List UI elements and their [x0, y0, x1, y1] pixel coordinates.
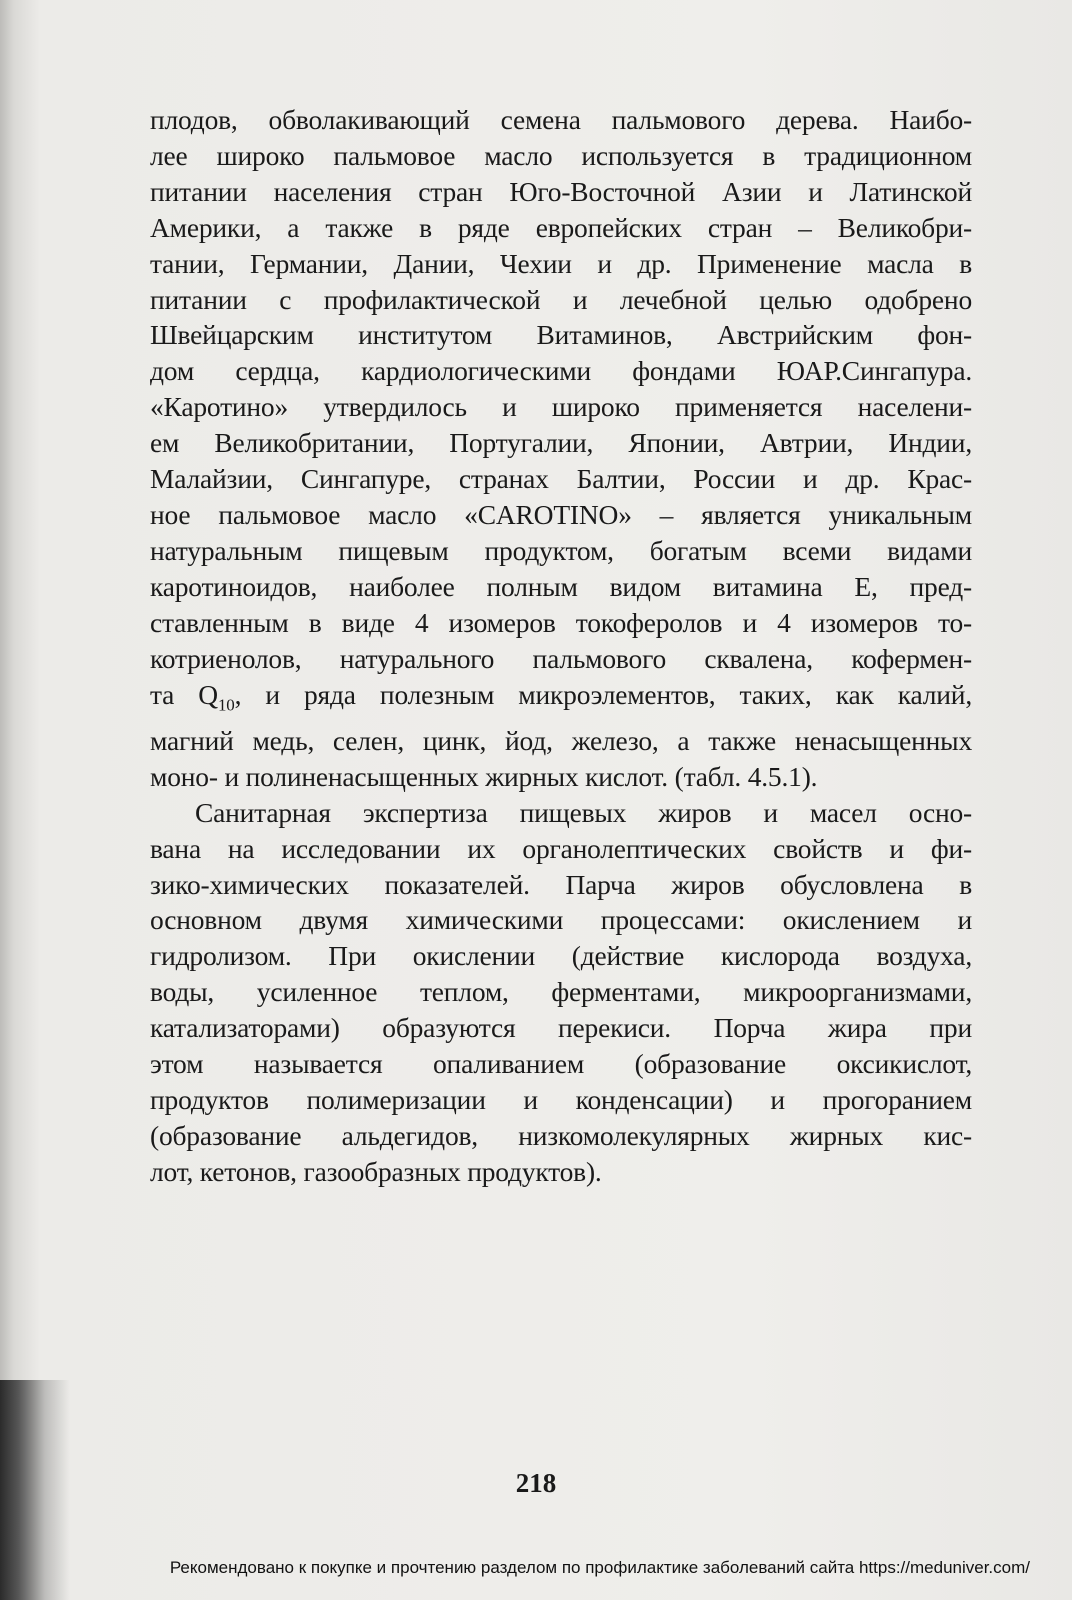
text-line: (образование альдегидов, низкомолекулярных жирных кис-: [150, 1119, 972, 1151]
text-line: лот, кетонов, газообразных продуктов).: [150, 1155, 602, 1187]
text-line: ное пальмовое масло «CAROTINO» – является уникальным: [150, 498, 972, 530]
paragraph-1: [150, 102, 972, 795]
text-line: дом сердца, кардиологическими фондами ЮАР.Сингапура.: [150, 355, 972, 387]
text-line: воды, усиленное теплом, ферментами, микроорганизмами,: [150, 976, 972, 1008]
body-text: [150, 102, 972, 1190]
text-line: лее широко пальмовое масло используется в традиционном: [150, 139, 972, 171]
coenzyme-suffix: , и ряда полезным микроэлементов, таких, как калий,: [234, 678, 972, 710]
text-line: Санитарная экспертиза пищевых жиров и масел осно-: [195, 796, 972, 828]
footer-recommendation: Рекомендовано к покупке и прочтению разделом по профилактике заболеваний сайта https://meduniver.com/: [169, 1558, 1030, 1577]
text-line: основном двумя химическими процессами: окислением и: [150, 904, 972, 936]
text-line: зико-химических показателей. Парча жиров обусловлена в: [150, 868, 972, 900]
text-line: плодов, обволакивающий семена пальмового дерева. Наибо-: [150, 104, 972, 135]
text-line: катализаторами) образуются перекиси. Порча жира при: [150, 1012, 972, 1044]
text-line: натуральным пищевым продуктом, богатым всеми видами: [150, 534, 972, 566]
text-line: ставленным в виде 4 изомеров токоферолов и 4 изомеров то-: [150, 606, 972, 638]
text-line: тании, Германии, Дании, Чехии и др. Применение масла в: [150, 247, 972, 279]
text-line: питании с профилактической и лечебной целью одобрено: [150, 283, 972, 315]
text-line: каротиноидов, наиболее полным видом витамина Е, пред-: [150, 570, 972, 602]
text-line: Швейцарским институтом Витаминов, Австрийским фон-: [150, 319, 972, 351]
text-line: ем Великобритании, Португалии, Японии, Автрии, Индии,: [150, 427, 972, 459]
paragraph-2: [150, 795, 972, 1190]
text-line: магний медь, селен, цинк, йод, железо, а также ненасыщенных: [150, 724, 972, 756]
text-line: вана на исследовании их органолептических свойств и фи-: [150, 832, 972, 864]
coenzyme-subscript: 10: [217, 695, 235, 714]
text-line: питании населения стран Юго-Восточной Азии и Латинской: [150, 175, 972, 207]
text-line: гидролизом. При окислении (действие кислорода воздуха,: [150, 940, 972, 972]
coenzyme-line: [150, 677, 972, 723]
text-line: котриенолов, натурального пальмового сквалена, кофермен-: [150, 642, 972, 674]
text-line: продуктов полимеризации и конденсации) и прогоранием: [150, 1083, 972, 1115]
text-line: этом называется опаливанием (образование оксикислот,: [150, 1048, 972, 1080]
text-line: моно- и полиненасыщенных жирных кислот. (табл. 4.5.1).: [150, 760, 818, 792]
text-line: «Каротино» утвердилось и широко применяется населени-: [150, 391, 972, 423]
page-number: 218: [515, 1468, 557, 1498]
text-line: Америки, а также в ряде европейских стран – Великобри-: [150, 211, 972, 243]
coenzyme-prefix: та Q: [150, 678, 218, 710]
text-line: Малайзии, Сингапуре, странах Балтии, России и др. Крас-: [150, 463, 972, 495]
